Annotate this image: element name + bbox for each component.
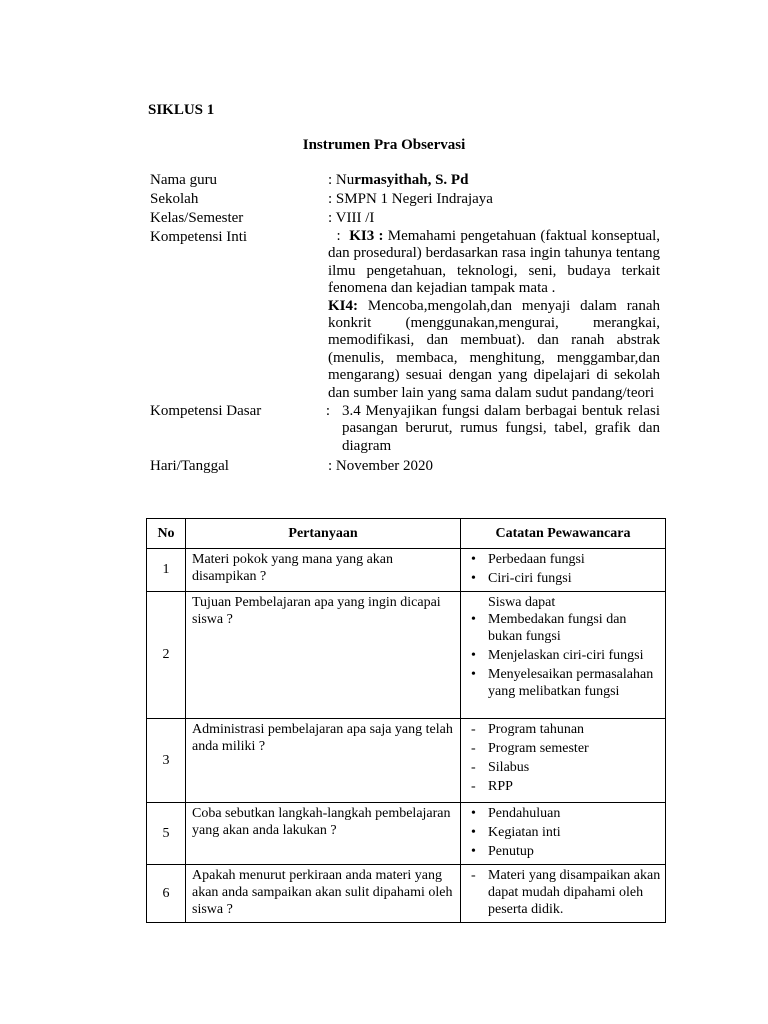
sekolah-label: Sekolah [150, 191, 199, 207]
header-question: Pertanyaan [186, 519, 461, 549]
bullet-icon: • [471, 825, 476, 840]
notes-intro: Siswa dapat [488, 595, 556, 610]
list-item [467, 759, 661, 776]
list-item [467, 843, 661, 860]
note-text: Menjelaskan ciri-ciri fungsi [488, 648, 644, 663]
teacher-info [150, 171, 660, 476]
list-item [467, 805, 661, 822]
note-text: Membedakan fungsi dan bukan fungsi [488, 612, 627, 644]
ki4-bold: KI4: [328, 297, 358, 314]
info-row-ki [150, 228, 660, 402]
note-text: Program tahunan [488, 722, 585, 737]
list-item [467, 867, 661, 918]
header-notes: Catatan Pewawancara [461, 519, 666, 549]
kelas-label: Kelas/Semester [150, 210, 244, 226]
ki3-paragraph [328, 228, 660, 298]
row-notes [461, 719, 666, 803]
table-header-row [147, 519, 666, 549]
info-row-nama [150, 171, 660, 190]
note-text: RPP [488, 779, 513, 794]
ki4-text: Mencoba,mengolah,dan menyaji dalam ranah konkrit (menggunakan,mengurai, merangkai, memodifikasi, dan membuat). dan ranah abstrak (menulis, membaca, menghitung, menggambar,dan mengarang) sesuai dengan yang dipelajari di sekolah dan sumber lain yang sama dalam sudut pandang/teori [328, 297, 660, 401]
dash-icon: - [471, 722, 476, 737]
info-row-kelas [150, 209, 660, 228]
nama-value [328, 171, 660, 190]
table-row [147, 865, 666, 923]
info-row-hari [150, 457, 660, 476]
cycle-heading: SIKLUS 1 [148, 102, 215, 118]
bullet-icon: • [471, 648, 476, 663]
hari-value: : November 2020 [328, 458, 433, 475]
row-notes [461, 592, 666, 719]
row-number: 6 [147, 865, 186, 923]
bullet-icon: • [471, 552, 476, 567]
ki-value [328, 228, 660, 402]
table-row [147, 592, 666, 719]
note-text: Penutup [488, 844, 534, 859]
note-text: Menyelesaikan permasalahan yang melibatkan fungsi [488, 667, 654, 699]
table-row [147, 719, 666, 803]
row-notes [461, 549, 666, 592]
note-text: Materi yang disampaikan akan dapat mudah dipahami oleh peserta didik. [488, 868, 661, 917]
ki3-colon: : [336, 228, 341, 244]
note-text: Silabus [488, 760, 530, 775]
notes-list [467, 805, 661, 860]
list-item [467, 551, 661, 568]
note-text: Kegiatan inti [488, 825, 561, 840]
row-number: 2 [147, 592, 186, 719]
row-notes [461, 865, 666, 923]
bullet-icon: • [471, 667, 476, 682]
bullet-icon: • [471, 806, 476, 821]
kd-label: Kompetensi Dasar [150, 403, 262, 420]
dash-icon: - [471, 779, 476, 794]
list-item [467, 666, 661, 700]
row-question: Coba sebutkan langkah-langkah pembelajaran yang akan anda lakukan ? [186, 803, 461, 865]
row-question: Materi pokok yang mana yang akan disampikan ? [186, 549, 461, 592]
sekolah-value: : SMPN 1 Negeri Indrajaya [328, 191, 493, 207]
list-item [467, 824, 661, 841]
list-item [467, 740, 661, 757]
row-number: 5 [147, 803, 186, 865]
list-item [467, 570, 661, 587]
list-item [467, 647, 661, 664]
kd-colon: : [325, 403, 330, 420]
table-row [147, 803, 666, 865]
ki-label: Kompetensi Inti [150, 229, 248, 245]
note-text: Program semester [488, 741, 589, 756]
list-item [467, 611, 661, 645]
dash-icon: - [471, 868, 476, 883]
kd-value: 3.4 Menyajikan fungsi dalam berbagai bentuk relasi pasangan berurut, rumus fungsi, tabel, grafik dan diagram [342, 403, 660, 454]
bullet-icon: • [471, 844, 476, 859]
row-number: 3 [147, 719, 186, 803]
notes-list [467, 867, 661, 918]
row-question: Tujuan Pembelajaran apa yang ingin dicapai siswa ? [186, 592, 461, 719]
nama-label: Nama guru [150, 172, 218, 188]
row-question: Apakah menurut perkiraan anda materi yang akan anda sampaikan akan sulit dipahami oleh siswa ? [186, 865, 461, 923]
ki3-bold: KI3 : [349, 228, 384, 244]
dash-icon: - [471, 760, 476, 775]
row-number: 1 [147, 549, 186, 592]
info-row-kd [150, 403, 660, 455]
note-text: Perbedaan fungsi [488, 552, 585, 567]
info-row-sekolah [150, 190, 660, 209]
notes-list [467, 611, 661, 700]
note-text: Ciri-ciri fungsi [488, 571, 572, 586]
bullet-icon: • [471, 612, 476, 627]
page-title: Instrumen Pra Observasi [302, 137, 466, 153]
kelas-value: : VIII /I [328, 210, 375, 226]
notes-list [467, 721, 661, 795]
notes-list [467, 551, 661, 587]
bullet-icon: • [471, 571, 476, 586]
row-question: Administrasi pembelajaran apa saja yang telah anda miliki ? [186, 719, 461, 803]
ki4-paragraph [328, 298, 660, 402]
row-notes [461, 803, 666, 865]
dash-icon: - [471, 741, 476, 756]
table-row [147, 549, 666, 592]
observation-table [146, 518, 666, 923]
nama-bold: rmasyithah, S. Pd [354, 172, 469, 188]
list-item [467, 721, 661, 738]
note-text: Pendahuluan [488, 806, 561, 821]
list-item [467, 778, 661, 795]
header-no: No [147, 519, 186, 549]
nama-prefix: : Nu [328, 172, 355, 188]
ki3-text: Memahami pengetahuan (faktual konseptual, dan prosedural) berdasarkan rasa ingin tahunya tentang ilmu pengetahuan, teknologi, seni, budaya terkait fenomena dan kejadian tampak mata . [328, 228, 661, 297]
hari-label: Hari/Tanggal [150, 458, 229, 475]
